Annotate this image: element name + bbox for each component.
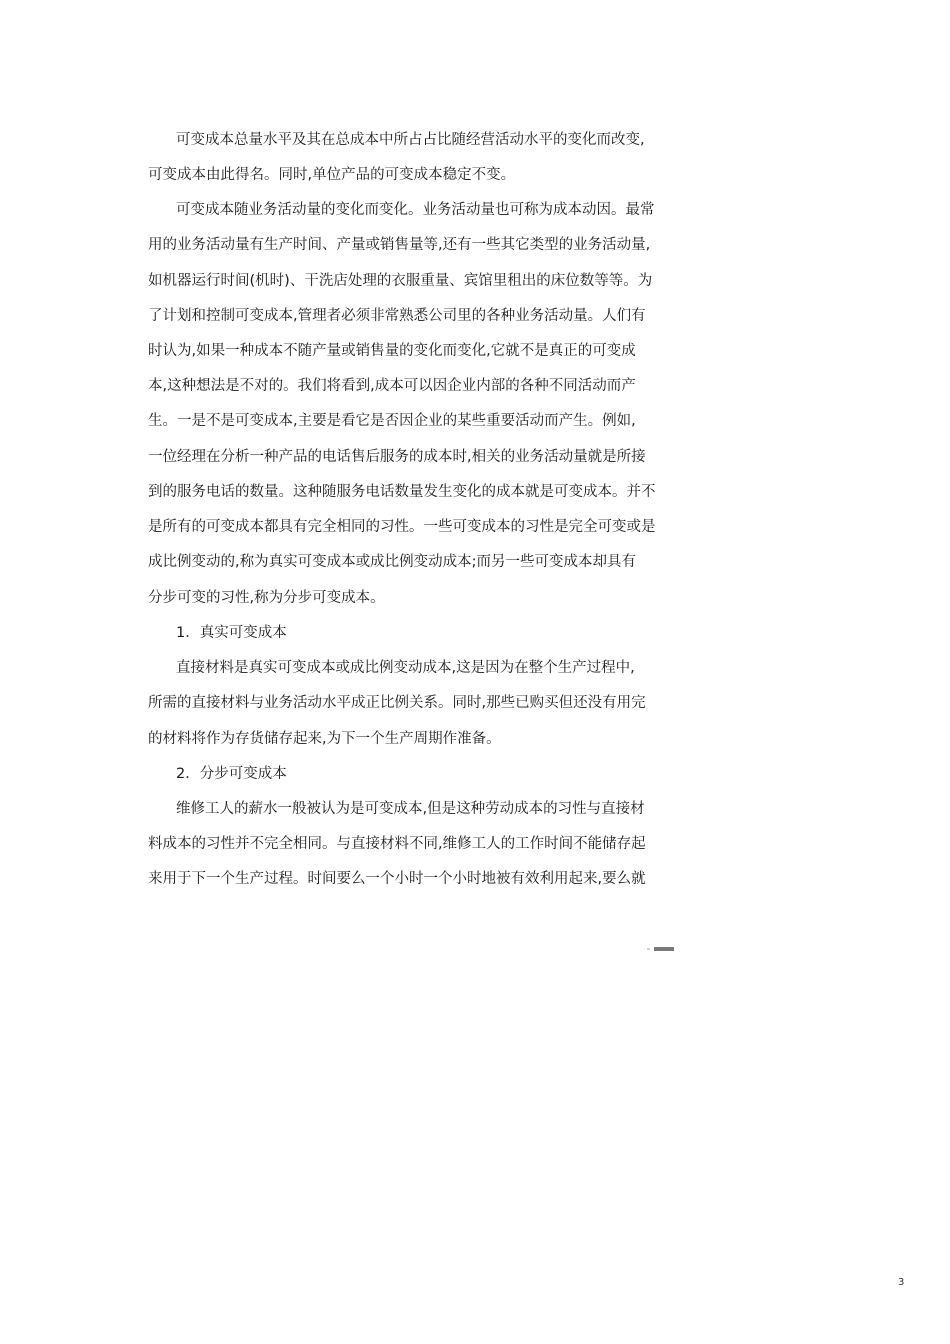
text-line: 料成本的习性并不完全相同。与直接材料不同,维修工人的工作时间不能储存起: [148, 836, 646, 852]
text-line: 所需的直接材料与业务活动水平成正比例关系。同时,那些已购买但还没有用完: [148, 695, 646, 711]
text-line: 可变成本由此得名。同时,单位产品的可变成本稳定不变。: [148, 167, 516, 183]
text-line: 用的业务活动量有生产时间、产量或销售量等,还有一些其它类型的业务活动量,: [148, 237, 651, 253]
text-line: 是所有的可变成本都具有完全相同的习性。一些可变成本的习性是完全可变或是: [148, 519, 656, 535]
section-heading: 2．分步可变成本: [176, 766, 287, 782]
artifact-dot: [647, 948, 650, 950]
text-line: 到的服务电话的数量。这种随服务电话数量发生变化的成本就是可变成本。并不: [148, 484, 656, 500]
text-line: 时认为,如果一种成本不随产量或销售量的变化而变化,它就不是真正的可变成: [148, 343, 636, 359]
text-line: 本,这种想法是不对的。我们将看到,成本可以因企业内部的各种不同活动而产: [148, 378, 636, 394]
text-line: 了计划和控制可变成本,管理者必须非常熟悉公司里的各种业务活动量。人们有: [148, 308, 646, 324]
text-line: 维修工人的薪水一般被认为是可变成本,但是这种劳动成本的习性与直接材: [176, 801, 645, 817]
text-line: 可变成本随业务活动量的变化而变化。业务活动量也可称为成本动因。最常: [176, 202, 655, 218]
text-line: 来用于下一个生产过程。时间要么一个小时一个小时地被有效利用起来,要么就: [148, 871, 646, 887]
page-number: 3: [898, 1277, 905, 1288]
text-line: 的材料将作为存货储存起来,为下一个生产周期作准备。: [148, 731, 501, 747]
text-line: 可变成本总量水平及其在总成本中所占占比随经营活动水平的变化而改变,: [176, 132, 645, 148]
text-line: 生。一是不是可变成本,主要是看它是否因企业的某些重要活动而产生。例如,: [148, 413, 636, 429]
text-line: 一位经理在分析一种产品的电话售后服务的成本时,相关的业务活动量就是所接: [148, 449, 646, 465]
artifact-bar: [654, 947, 674, 951]
text-line: 成比例变动的,称为真实可变成本或成比例变动成本;而另一些可变成本却具有: [148, 554, 636, 570]
section-heading: 1．真实可变成本: [176, 625, 287, 641]
text-line: 分步可变的习性,称为分步可变成本。: [148, 590, 385, 606]
text-line: 如机器运行时间(机时)、干洗店处理的衣服重量、宾馆里租出的床位数等等。为: [148, 273, 653, 289]
text-line: 直接材料是真实可变成本或成比例变动成本,这是因为在整个生产过程中,: [176, 660, 635, 676]
